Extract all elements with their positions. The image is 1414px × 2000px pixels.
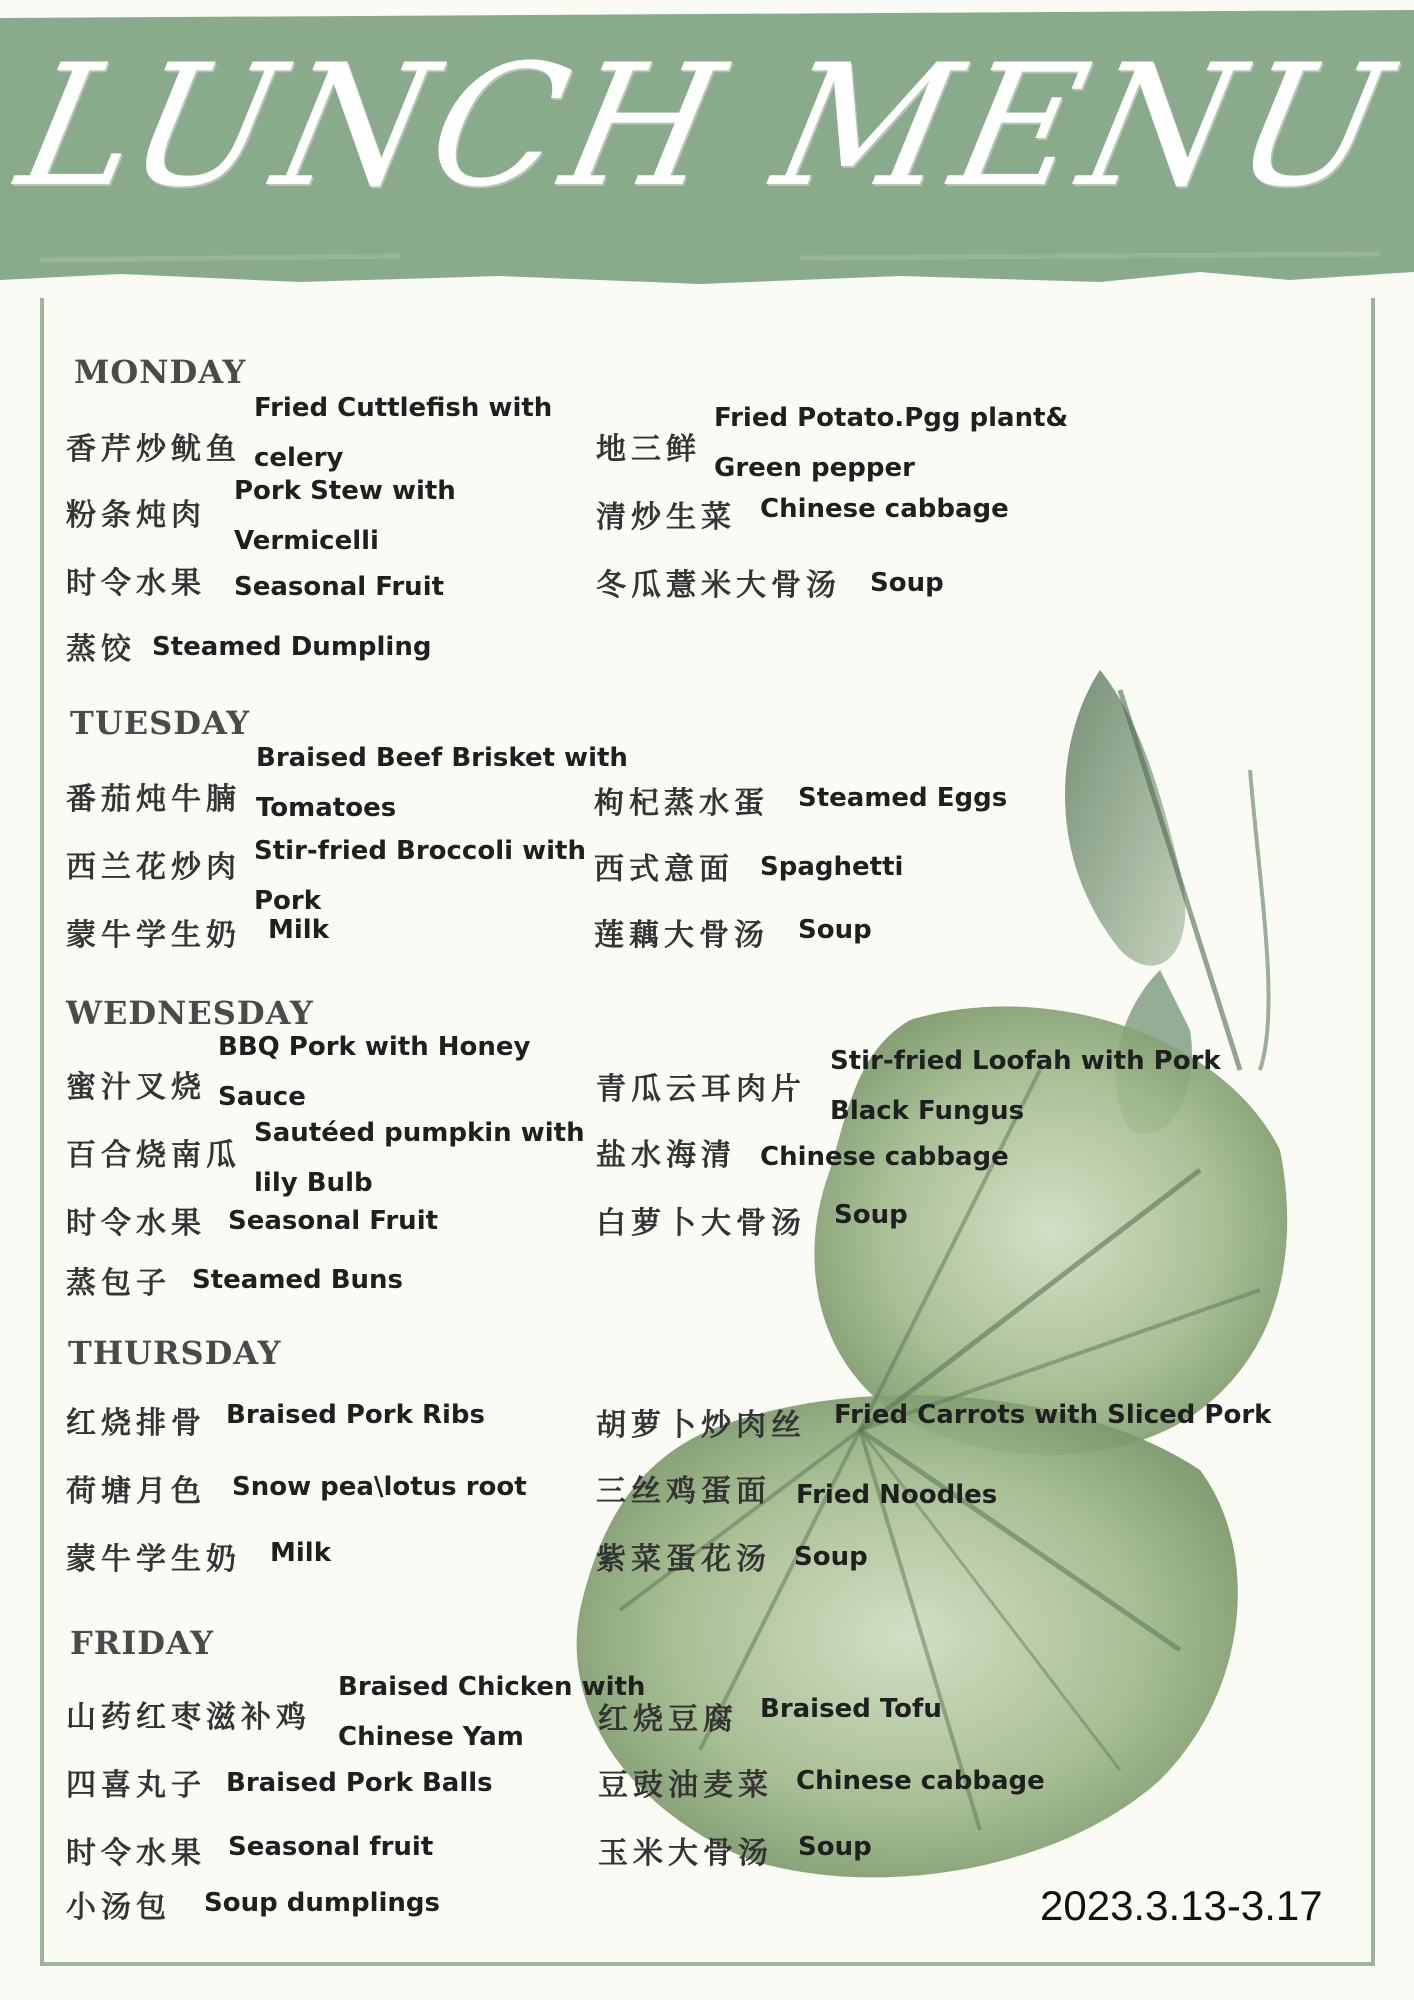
menu-item-en: Seasonal Fruit bbox=[234, 572, 445, 602]
menu-item-en: Sautéed pumpkin with lily Bulb bbox=[254, 1118, 585, 1198]
day-heading-thursday: THURSDAY bbox=[68, 1334, 282, 1372]
menu-item-zh: 蒸包子 bbox=[66, 1266, 171, 1301]
menu-item-zh: 时令水果 bbox=[66, 566, 206, 601]
menu-item-en: BBQ Pork with Honey Sauce bbox=[218, 1032, 531, 1112]
menu-item-zh: 豆豉油麦菜 bbox=[598, 1768, 773, 1803]
menu-item-zh: 蜜汁叉烧 bbox=[66, 1070, 206, 1105]
menu-item-en: Stir-fried Broccoli with Pork bbox=[254, 836, 586, 916]
menu-item-en: Seasonal Fruit bbox=[228, 1206, 439, 1236]
menu-item-en: Braised Pork Ribs bbox=[226, 1400, 485, 1430]
menu-item-en: Braised Tofu bbox=[760, 1694, 942, 1724]
menu-item-zh: 莲藕大骨汤 bbox=[594, 918, 769, 953]
menu-item-zh: 玉米大骨汤 bbox=[598, 1836, 773, 1871]
menu-item-en: Braised Beef Brisket with Tomatoes bbox=[256, 743, 628, 823]
menu-item-zh: 粉条炖肉 bbox=[66, 498, 206, 533]
menu-item-en: Fried Potato.Pgg plant& Green pepper bbox=[714, 403, 1069, 483]
menu-item-en: Spaghetti bbox=[760, 852, 904, 882]
day-heading-monday: MONDAY bbox=[74, 353, 247, 391]
menu-item-en: Soup bbox=[834, 1200, 908, 1230]
menu-item-zh: 紫菜蛋花汤 bbox=[596, 1542, 771, 1577]
menu-item-zh: 蒙牛学生奶 bbox=[66, 918, 241, 953]
menu-item-zh: 三丝鸡蛋面 bbox=[596, 1474, 771, 1509]
menu-item-en: Soup dumplings bbox=[204, 1888, 441, 1918]
menu-item-en: Braised Pork Balls bbox=[226, 1768, 493, 1798]
menu-item-en: Seasonal fruit bbox=[228, 1832, 434, 1862]
menu-item-en: Fried Noodles bbox=[796, 1480, 998, 1510]
menu-item-zh: 枸杞蒸水蛋 bbox=[594, 786, 769, 821]
day-heading-tuesday: TUESDAY bbox=[70, 704, 251, 742]
menu-item-en: Chinese cabbage bbox=[760, 494, 1009, 524]
menu-item-zh: 时令水果 bbox=[66, 1206, 206, 1241]
menu-item-en: Soup bbox=[794, 1542, 868, 1572]
menu-item-en: Snow pea\lotus root bbox=[232, 1472, 527, 1502]
menu-item-zh: 荷塘月色 bbox=[66, 1474, 206, 1509]
menu-item-en: Soup bbox=[870, 568, 944, 598]
menu-item-en: Soup bbox=[798, 1832, 872, 1862]
menu-item-en: Braised Chicken with Chinese Yam bbox=[338, 1672, 646, 1752]
menu-item-en: Pork Stew with Vermicelli bbox=[234, 476, 456, 556]
menu-item-en: Steamed Dumpling bbox=[152, 632, 432, 662]
title-banner bbox=[0, 10, 1414, 302]
menu-item-zh: 番茄炖牛腩 bbox=[66, 782, 241, 817]
menu-item-zh: 红烧豆腐 bbox=[598, 1702, 738, 1737]
menu-item-zh: 小汤包 bbox=[66, 1890, 171, 1925]
menu-item-en: Steamed Eggs bbox=[798, 783, 1008, 813]
day-heading-friday: FRIDAY bbox=[70, 1624, 215, 1662]
menu-item-zh: 清炒生菜 bbox=[596, 500, 736, 535]
menu-item-zh: 蒙牛学生奶 bbox=[66, 1542, 241, 1577]
menu-item-en: Stir-fried Loofah with Pork Black Fungus bbox=[830, 1046, 1221, 1126]
menu-item-zh: 百合烧南瓜 bbox=[66, 1138, 241, 1173]
menu-item-en: Fried Carrots with Sliced Pork bbox=[834, 1400, 1272, 1430]
menu-item-zh: 盐水海清 bbox=[596, 1138, 736, 1173]
menu-item-zh: 山药红枣滋补鸡 bbox=[66, 1700, 311, 1735]
menu-item-zh: 时令水果 bbox=[66, 1836, 206, 1871]
menu-item-zh: 蒸饺 bbox=[66, 632, 136, 667]
menu-item-zh: 胡萝卜炒肉丝 bbox=[596, 1408, 806, 1443]
page-title: LUNCH MENU bbox=[4, 28, 1410, 224]
menu-item-zh: 冬瓜薏米大骨汤 bbox=[596, 568, 841, 603]
menu-item-en: Fried Cuttlefish with celery bbox=[254, 393, 553, 473]
menu-item-en: Soup bbox=[798, 915, 872, 945]
date-range: 2023.3.13-3.17 bbox=[1040, 1882, 1323, 1929]
menu-item-zh: 地三鲜 bbox=[596, 432, 701, 467]
menu-item-zh: 白萝卜大骨汤 bbox=[596, 1206, 806, 1241]
menu-item-en: Milk bbox=[268, 915, 329, 945]
menu-item-zh: 西兰花炒肉 bbox=[66, 850, 241, 885]
menu-item-en: Chinese cabbage bbox=[760, 1142, 1009, 1172]
day-heading-wednesday: WEDNESDAY bbox=[66, 994, 314, 1032]
menu-item-zh: 四喜丸子 bbox=[66, 1768, 206, 1803]
menu-item-en: Milk bbox=[270, 1538, 331, 1568]
menu-item-zh: 香芹炒鱿鱼 bbox=[66, 432, 241, 467]
menu-item-zh: 青瓜云耳肉片 bbox=[596, 1072, 806, 1107]
menu-item-en: Steamed Buns bbox=[192, 1265, 404, 1295]
menu-item-en: Chinese cabbage bbox=[796, 1766, 1045, 1796]
menu-item-zh: 西式意面 bbox=[594, 852, 734, 887]
menu-item-zh: 红烧排骨 bbox=[66, 1406, 206, 1441]
